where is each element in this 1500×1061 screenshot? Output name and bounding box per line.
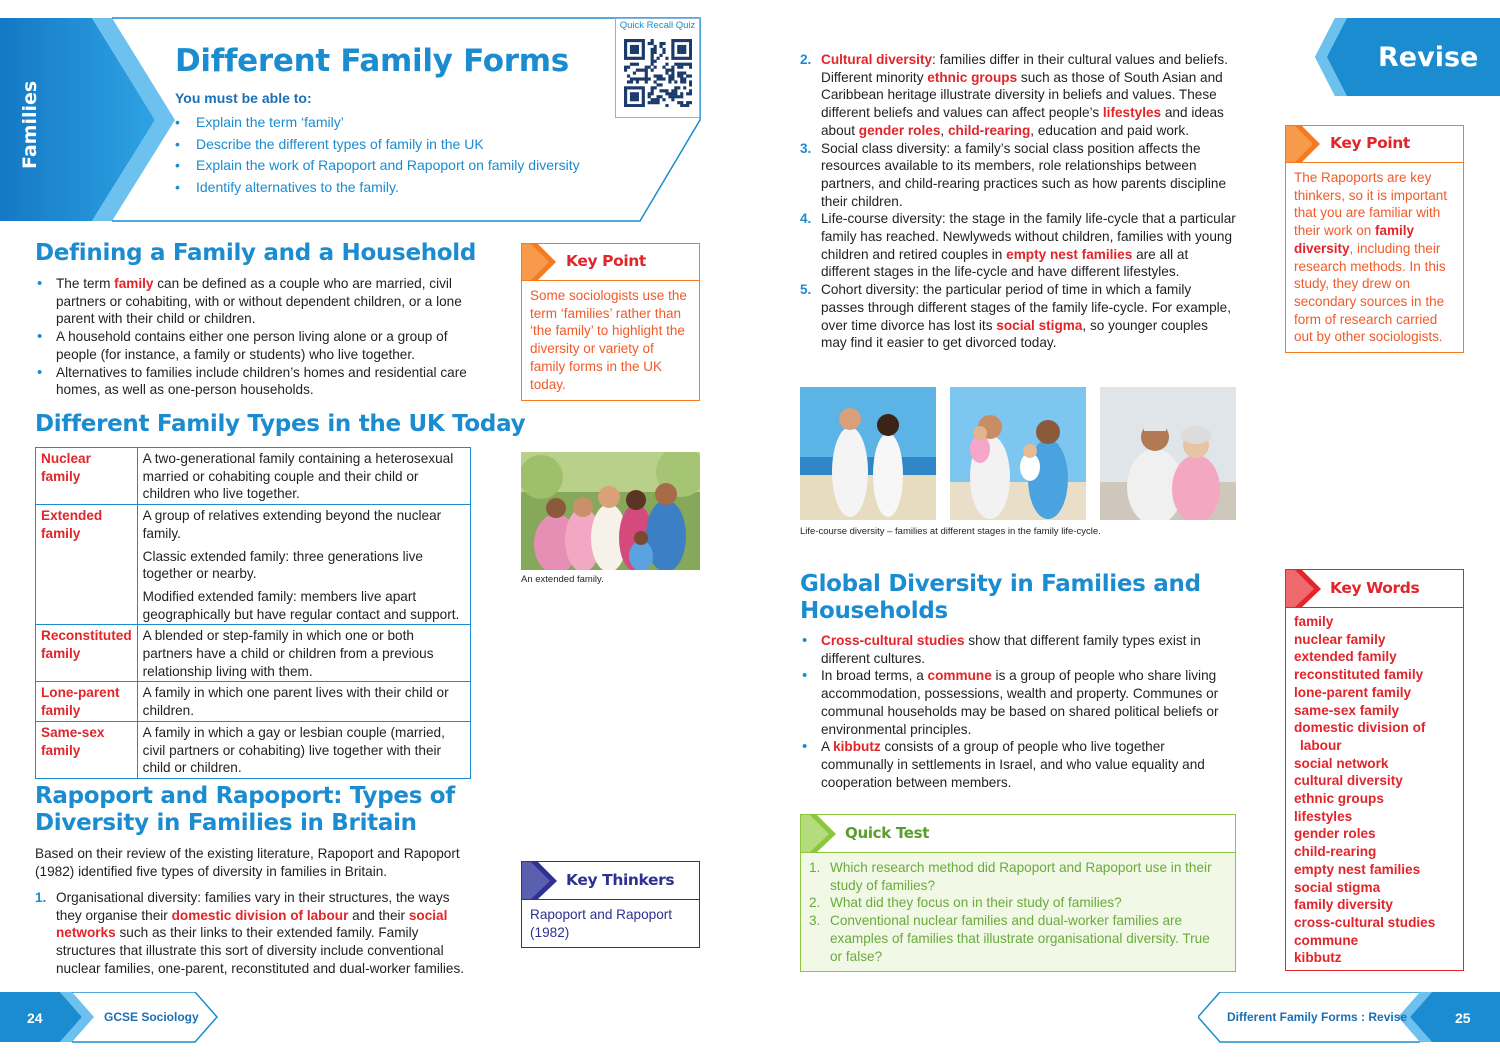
- page-title: Different Family Forms: [175, 43, 569, 79]
- diversity-list-right: [800, 51, 1236, 352]
- quick-test-question: [809, 859, 1225, 894]
- key-word: lone-parent family: [1294, 684, 1412, 700]
- quick-test-question: [809, 912, 1225, 965]
- key-word: reconstituted family: [1294, 667, 1424, 683]
- question-text: Which research method did Rapoport and Rapoport use in their study of families?: [830, 860, 1212, 893]
- extended-family-photo: [521, 452, 700, 570]
- key-point-title: Key Point: [1330, 134, 1410, 152]
- quick-test-question: [809, 894, 1225, 912]
- key-term: lifestyles: [1102, 105, 1162, 121]
- text-run: A: [821, 739, 834, 755]
- section-heading-defining: Defining a Family and a Household: [35, 240, 477, 266]
- global-diversity-bullets: [800, 632, 1236, 791]
- definition-text: A two-generational family containing a heterosexual married or cohabiting couple and their child or children who live together.: [142, 451, 454, 502]
- text-run: Social class diversity: a family’s social class position affects the resources available to its members, role relationships between partners, and child-rearing practices such as how parents discipline their children.: [821, 140, 1226, 209]
- objective-item: • Explain the term ‘family’: [175, 112, 580, 134]
- quick-test-questions: [801, 853, 1235, 965]
- section-tab-families: Families: [19, 80, 41, 170]
- table-row: [36, 625, 471, 682]
- key-term: kibbutz: [833, 739, 881, 755]
- key-words-box: [1285, 569, 1464, 971]
- key-word: domestic division of: [1294, 720, 1426, 736]
- key-word: cultural diversity: [1294, 773, 1403, 789]
- text-run: The Rapoports are key thinkers, so it is important that you are familiar with their work on: [1294, 170, 1448, 239]
- key-term: empty nest families: [1006, 246, 1133, 262]
- diversity-item: [800, 140, 1236, 211]
- text-run: ,: [940, 122, 948, 138]
- family-type-term: Lone-parent family: [36, 682, 138, 721]
- bullet-household-definition: • A household contains either one person living alone or a group of people (for instance, a family or students) who live together.: [35, 328, 475, 363]
- defining-bullets: [35, 275, 475, 399]
- family-type-definition: [137, 721, 470, 778]
- quick-test-box: [800, 814, 1236, 972]
- family-type-definition: [137, 448, 470, 505]
- chevron-icon: [1286, 570, 1326, 608]
- family-type-definition: [137, 625, 470, 682]
- family-type-term: Same-sex family: [36, 721, 138, 778]
- key-term: Cross-cultural studies: [821, 633, 965, 648]
- bullet-family-definition: • The term family can be defined as a couple who are married, civil partners or cohabiting, with or without dependent children, or a lone parent with their child or children.: [35, 275, 475, 328]
- diversity-list-left: [35, 889, 475, 978]
- family-types-table: [35, 447, 471, 779]
- key-word: kibbutz: [1294, 950, 1342, 966]
- key-point-box: [1285, 125, 1464, 353]
- key-term: ethnic groups: [927, 69, 1018, 85]
- bullet-item: [800, 738, 1236, 791]
- text-run: show that different family types exist in different cultures.: [821, 633, 1201, 666]
- section-heading-global-diversity: [800, 571, 1201, 625]
- text-run: are all at different stages in the life-cycle and have different lifestyles.: [821, 246, 1189, 280]
- young-family-photo: [950, 387, 1086, 520]
- retired-couple-photo: [1100, 387, 1236, 520]
- definition-text: Modified extended family: members live apart geographically but have regular contact and support.: [142, 588, 460, 622]
- question-number: 3.: [809, 913, 821, 929]
- photos-caption: Life-course diversity – families at different stages in the family life-cycle.: [800, 526, 1101, 537]
- key-words-title: Key Words: [1330, 579, 1420, 597]
- qr-code-icon: [624, 39, 692, 107]
- question-text: What did they focus on in their study of families?: [830, 895, 1122, 911]
- key-term: commune: [927, 668, 992, 684]
- section-heading-family-types: Different Family Types in the UK Today: [35, 411, 526, 437]
- key-point-text: Some sociologists use the term ‘families’ rather than ‘the family’ to highlight the diversity or variety of family forms in the UK today.: [530, 288, 687, 392]
- key-word: same-sex family: [1294, 702, 1400, 718]
- key-word: cross-cultural studies: [1294, 914, 1436, 930]
- family-type-definition: [137, 505, 470, 625]
- footer-book-title: GCSE Sociology: [104, 1010, 199, 1024]
- text-run: consists of a group of people who live together communally in settlements in Israel, and who value equality and cooperation between members.: [821, 739, 1205, 790]
- objective-item: • Describe the different types of family in the UK: [175, 134, 580, 156]
- qr-label: Quick Recall Quiz: [619, 20, 696, 31]
- text-run: Life-course diversity: the stage in the family life-cycle that a particular family has reached. Newlyweds without children, families with young children and retired couples in: [821, 211, 1236, 262]
- objectives-list: [175, 112, 580, 198]
- chevron-icon: [801, 815, 841, 853]
- text-run: , so younger couples may find it easier to get divorced today.: [821, 317, 1208, 351]
- definition-text: Classic extended family: three generations live together or nearby.: [142, 548, 423, 582]
- heading-line: Global Diversity in Families and: [800, 571, 1201, 597]
- question-number: 2.: [809, 895, 821, 911]
- key-term: gender roles: [858, 122, 941, 138]
- chevron-icon: [522, 244, 562, 281]
- key-thinkers-box: [521, 861, 700, 948]
- key-point-title: Key Point: [566, 252, 646, 270]
- quick-recall-quiz[interactable]: [615, 18, 700, 118]
- heading-line: Rapoport and Rapoport: Types of: [35, 783, 455, 809]
- text-run: Cohort diversity: the particular period of time in which a family passes through different stages of the family life-cycle. For example, over time divorce has lost its: [821, 282, 1232, 333]
- key-term: family diversity: [1294, 223, 1415, 256]
- question-text: Conventional nuclear families and dual-worker families are examples of families that illustrate organisational diversity. True or false?: [830, 913, 1210, 964]
- table-row: [36, 682, 471, 721]
- definition-text: A blended or step-family in which one or both partners have a child or children from a previous relationship living with them.: [142, 628, 434, 679]
- bullet-item: [800, 667, 1236, 738]
- family-type-term: Nuclear family: [36, 448, 138, 505]
- photo-caption: An extended family.: [521, 574, 604, 585]
- key-thinkers-title: Key Thinkers: [566, 871, 675, 889]
- table-row: [36, 448, 471, 505]
- family-type-definition: [137, 682, 470, 721]
- key-word: child-rearing: [1294, 844, 1377, 860]
- key-word: gender roles: [1294, 826, 1376, 842]
- key-word: extended family: [1294, 649, 1397, 665]
- rapoport-intro: Based on their review of the existing literature, Rapoport and Rapoport (1982) identified five types of diversity in families in Britain.: [35, 846, 460, 879]
- table-row: [36, 505, 471, 625]
- page-number-right: 25: [1455, 1010, 1471, 1026]
- footer-section-title: Different Family Forms : Revise: [1227, 1010, 1408, 1024]
- key-word: family diversity: [1294, 897, 1393, 913]
- text-run: and ideas about: [821, 105, 1224, 138]
- family-type-term: Reconstituted family: [36, 625, 138, 682]
- key-point-box: [521, 243, 700, 401]
- key-thinkers-text: Rapoport and Rapoport (1982): [530, 907, 673, 940]
- definition-text: A family in which one parent lives with their child or children.: [142, 685, 449, 719]
- definition-text: A family in which a gay or lesbian couple (married, civil partners or cohabiting) live together with their child or children.: [142, 724, 445, 776]
- objective-item: • Explain the work of Rapoport and Rapoport on family diversity: [175, 155, 580, 177]
- key-word: lifestyles: [1294, 808, 1353, 824]
- newlyweds-photo: [800, 387, 936, 520]
- key-word: ethnic groups: [1294, 791, 1384, 807]
- key-point-text: [1286, 163, 1463, 352]
- page-number-left: 24: [27, 1010, 43, 1026]
- objectives-label: You must be able to:: [175, 90, 312, 106]
- diversity-item: [800, 51, 1236, 140]
- chevron-icon: [522, 862, 562, 900]
- family-type-term: Extended family: [36, 505, 138, 625]
- bullet-alternatives: • Alternatives to families include children’s homes and residential care homes, as well as one-person households.: [35, 364, 475, 399]
- revise-label: Revise: [1378, 42, 1479, 73]
- objective-item: • Identify alternatives to the family.: [175, 177, 580, 199]
- table-row: [36, 721, 471, 778]
- section-heading-rapoport: [35, 783, 455, 837]
- item-number: 3.: [800, 140, 812, 156]
- chevron-icon: [1286, 126, 1326, 163]
- diversity-item: [800, 281, 1236, 352]
- key-term: child-rearing: [947, 122, 1031, 138]
- key-term: social stigma: [996, 317, 1083, 333]
- quick-test-title: Quick Test: [845, 824, 930, 842]
- key-term: Cultural diversity: [821, 52, 933, 67]
- key-word: social stigma: [1294, 879, 1381, 895]
- text-run: In broad terms, a: [821, 668, 928, 684]
- key-words-list: [1286, 608, 1463, 972]
- diversity-item: 1. Organisational diversity: families vary in their structures, the ways they organise their domestic division of labour and their social networks such as their links to their extended family. Family structures that illustrate this sort of diversity include conventional nuclear families, one-parent, reconstituted and dual-worker families.: [35, 890, 465, 976]
- text-run: , education and paid work.: [1030, 122, 1189, 138]
- item-number: 5.: [800, 282, 812, 298]
- key-word: empty nest families: [1294, 861, 1421, 877]
- question-number: 1.: [809, 860, 821, 875]
- key-word: social network: [1294, 755, 1389, 771]
- key-word: nuclear family: [1294, 631, 1386, 647]
- text-run: such as those of South Asian and Caribbean heritage illustrate diversity in beliefs and values. These different beliefs and values can affect people’s: [821, 69, 1223, 121]
- text-run: : families differ in their cultural values and beliefs. Different minority: [821, 52, 1228, 85]
- key-word: commune: [1294, 932, 1359, 948]
- item-number: 4.: [800, 211, 812, 227]
- key-word: family: [1294, 614, 1334, 629]
- key-word: labour: [1300, 737, 1342, 753]
- heading-line: Diversity in Families in Britain: [35, 810, 417, 836]
- heading-line: Households: [800, 598, 948, 624]
- text-run: , including their research methods. In this study, they drew on secondary sources in the form of research carried out by other sociologists.: [1294, 240, 1446, 345]
- bullet-item: [800, 632, 1236, 667]
- definition-text: A group of relatives extending beyond the nuclear family.: [142, 508, 442, 541]
- diversity-item: [800, 210, 1236, 281]
- item-number: 2.: [800, 52, 812, 67]
- text-run: is a group of people who share living accommodation, possessions, wealth and property. Communes or communal households may be based on shared political beliefs or environmental principles.: [821, 668, 1219, 737]
